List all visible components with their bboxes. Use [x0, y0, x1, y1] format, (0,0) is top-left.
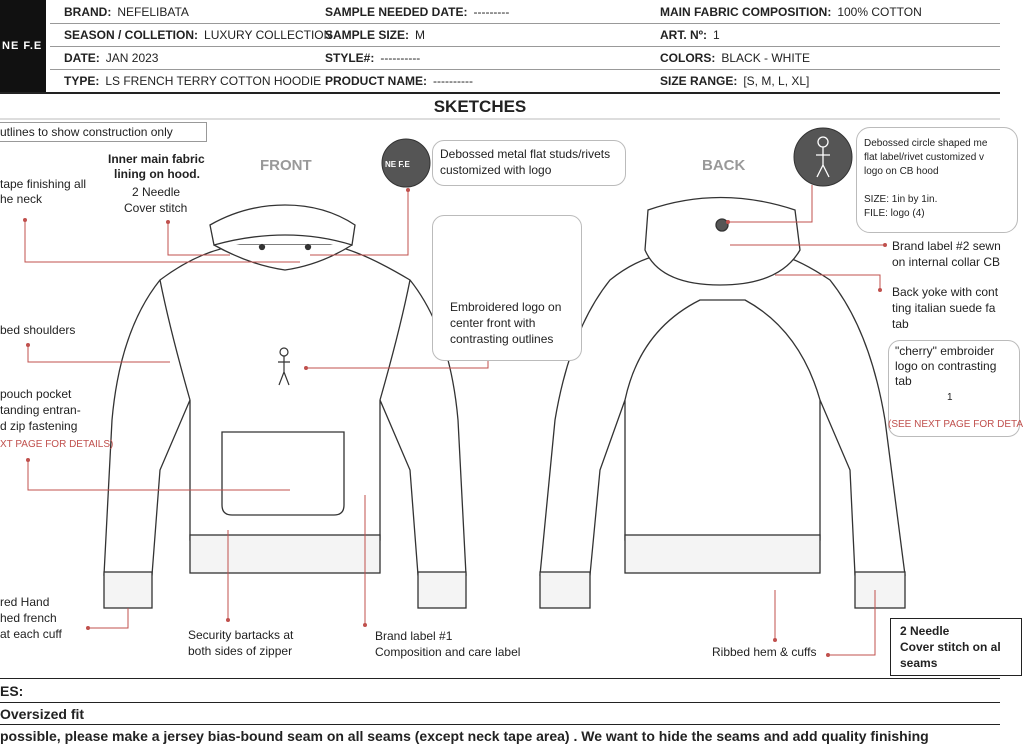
yoke-note-line-1: Back yoke with cont — [892, 285, 999, 299]
type-value: LS FRENCH TERRY COTTON HOODIE — [105, 74, 322, 88]
size-range-label: SIZE RANGE: — [660, 74, 738, 88]
cherry-note-line-2: logo on contrasting — [895, 359, 997, 373]
brand2-note-line-1: Brand label #2 sewn — [892, 239, 1001, 253]
season-label: SEASON / COLLETION: — [64, 28, 199, 42]
debossed-note-line-1: Debossed circle shaped me — [864, 138, 988, 149]
colors-value: BLACK - WHITE — [721, 51, 811, 65]
pouch-note-line-1: pouch pocket — [0, 387, 72, 401]
bartacks-note-line-2: both sides of zipper — [188, 644, 293, 658]
yoke-note-line-2: ting italian suede fa — [892, 301, 996, 315]
debossed-note-line-3: logo on CB hood — [864, 166, 939, 177]
type-label: TYPE: — [64, 74, 100, 88]
seam-note: possible, please make a jersey bias-bound seam on all seams (except neck tape area) . We want to hide the seams and add quality finishing — [0, 728, 929, 744]
size-range-value: [S, M, L, XL] — [743, 74, 810, 88]
back-hoodie-sketch — [540, 198, 905, 609]
fabric-label: MAIN FABRIC COMPOSITION: — [660, 5, 832, 19]
date-label: DATE: — [64, 51, 100, 65]
needle-note-line-1: 2 Needle — [132, 185, 181, 199]
ribbed-note: Ribbed hem & cuffs — [712, 645, 817, 659]
sketches-title: SKETCHES — [433, 97, 527, 116]
brand1-note-line-2: Composition and care label — [375, 645, 521, 659]
hand-note-line-3: at each cuff — [0, 627, 62, 641]
style-label: STYLE#: — [325, 51, 375, 65]
inner-note-line-2: lining on hood. — [114, 167, 200, 181]
studs-logo-text: NE F.E — [385, 160, 410, 169]
studs-note-line-1: Debossed metal flat studs/rivets — [440, 147, 611, 161]
front-hoodie-sketch — [104, 205, 466, 608]
season-value: LUXURY COLLECTION — [204, 28, 333, 42]
outlines-note: utlines to show construction only — [0, 125, 173, 139]
studs-note-line-2: customized with logo — [440, 163, 552, 177]
logo-file-note: FILE: logo (4) — [864, 208, 925, 219]
date-value: JAN 2023 — [105, 51, 159, 65]
seam-row — [0, 724, 1000, 751]
product-value: ---------- — [433, 74, 473, 88]
sample-date-value: --------- — [473, 5, 510, 19]
art-label: ART. Nº: — [660, 28, 708, 42]
sample-date-label: SAMPLE NEEDED DATE: — [325, 5, 468, 19]
tape-note-line-1: tape finishing all — [0, 177, 87, 191]
brand1-note-line-1: Brand label #1 — [375, 629, 453, 643]
right-needle-line-1: 2 Needle — [900, 624, 950, 638]
pouch-note-line-2: tanding entran- — [0, 403, 81, 417]
logo-text: NE F.E — [2, 40, 43, 52]
cherry-separator: 1 — [947, 392, 953, 403]
debossed-note-line-2: flat label/rivet customized v — [864, 152, 985, 163]
colors-label: COLORS: — [660, 51, 716, 65]
notes-label: ES: — [0, 683, 24, 699]
yoke-note-line-3: tab — [892, 317, 909, 331]
fit-note: Oversized fit — [0, 706, 85, 722]
right-needle-line-2: Cover stitch on al — [900, 640, 1001, 654]
left-next-page-note: XT PAGE FOR DETAILS) — [0, 439, 114, 450]
cherry-note-line-3: tab — [895, 374, 912, 388]
product-label: PRODUCT NAME: — [325, 74, 427, 88]
brand-value: NEFELIBATA — [117, 5, 189, 19]
embroidery-note-line-1: Embroidered logo on — [450, 300, 562, 314]
cherry-note-line-1: "cherry" embroider — [895, 344, 995, 358]
brand-label: BRAND: — [64, 5, 112, 19]
back-view-title: BACK — [702, 157, 746, 174]
brand2-note-line-2: on internal collar CB — [892, 255, 1001, 269]
inner-note-line-1: Inner main fabric — [108, 152, 205, 166]
art-value: 1 — [713, 28, 720, 42]
fabric-value: 100% COTTON — [837, 5, 922, 19]
sample-size-label: SAMPLE SIZE: — [325, 28, 410, 42]
notes-row — [0, 678, 1000, 703]
fit-row — [0, 702, 1000, 725]
tape-note-line-2: he neck — [0, 192, 43, 206]
pouch-note-line-3: d zip fastening — [0, 419, 78, 433]
shoulders-note: bed shoulders — [0, 323, 76, 337]
embroidery-note-line-3: contrasting outlines — [450, 332, 554, 346]
bartacks-note-line-1: Security bartacks at — [188, 628, 294, 642]
logo-size-note: SIZE: 1in by 1in. — [864, 194, 938, 205]
hand-note-line-1: red Hand — [0, 595, 50, 609]
front-view-title: FRONT — [260, 157, 312, 174]
hand-note-line-2: hed french — [0, 611, 57, 625]
sample-size-value: M — [415, 28, 426, 42]
needle-note-line-2: Cover stitch — [124, 201, 188, 215]
right-needle-line-3: seams — [900, 656, 938, 670]
embroidery-note-line-2: center front with — [450, 316, 536, 330]
style-value: ---------- — [380, 51, 421, 65]
right-next-page-note: (SEE NEXT PAGE FOR DETA — [888, 419, 1023, 430]
